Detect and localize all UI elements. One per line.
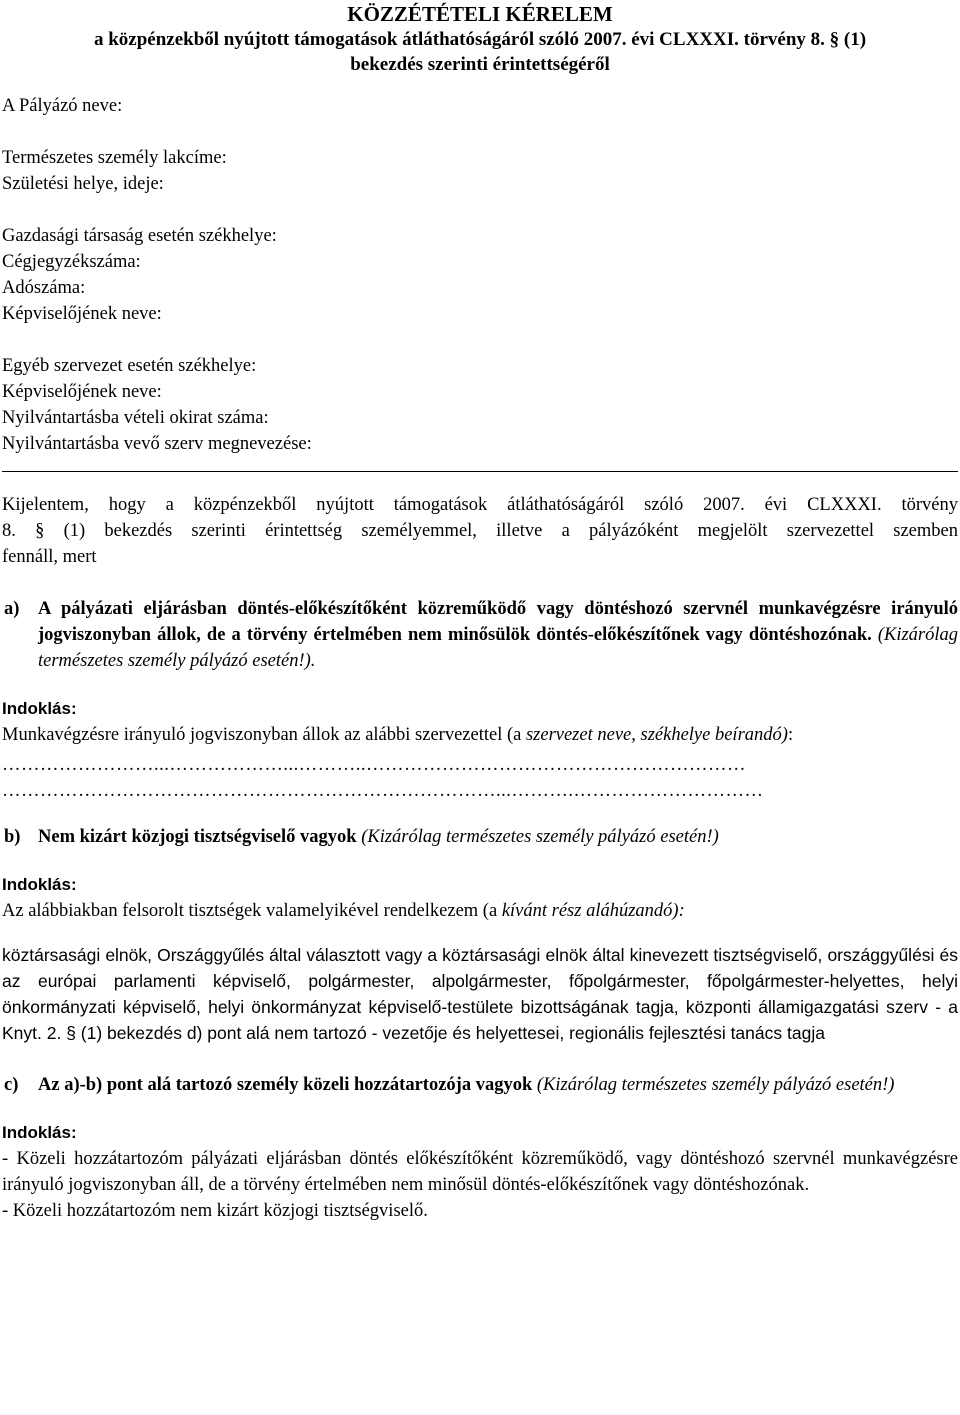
- field-company-reg-no: Cégjegyzékszáma:: [2, 252, 141, 272]
- section-c-indoklas: Indoklás:: [2, 1123, 77, 1142]
- declaration-line1: Kijelentem, hogy a közpénzekből nyújtott támogatások átláthatóságáról szóló 2007. évi CLXXXI. törvény: [2, 495, 958, 515]
- section-b-intro: [2, 898, 958, 924]
- field-tax-no: Adószáma:: [2, 278, 86, 298]
- section-a: [2, 596, 958, 674]
- section-a-reason-end: :: [787, 725, 794, 745]
- section-a-reason-text: Munkavégzésre irányuló jogviszonyban állok az alábbi szervezettel (a: [2, 725, 526, 745]
- declaration: [2, 492, 958, 570]
- document-subtitle-line2: bekezdés szerinti érintettségéről: [350, 54, 610, 75]
- document-page: [2, 2, 958, 1224]
- field-birth-place-date: Születési helye, ideje:: [2, 174, 164, 194]
- section-a-reason: [2, 722, 958, 748]
- section-a-bold: A pályázati eljárásban döntés-előkészítőként közreműködő vagy döntéshozó szervnél munkavégzésre irányuló jogviszonyban állok, de a törvény értelmében nem minősülök döntés-előkészítőnek vagy döntéshozónak.: [38, 599, 958, 645]
- section-b-text: [38, 824, 958, 850]
- section-b-label: b): [4, 827, 21, 847]
- section-divider: [2, 471, 958, 472]
- section-b-office-list[interactable]: köztársasági elnök, Országgyűlés által választott vagy a köztársasági elnök által kinevezett tisztségviselő, országgyűlési és az európai parlamenti képviselő, polgármester, alpolgármester, főpolgármester, főpolgármester-helyettes, helyi önkormányzati képviselő, helyi önkormányzat képviselő-testülete bizottságának tagja, központi államigazgatási szerv - a Knyt. 2. § (1) bekezdés d) pont alá nem tartozó - vezetője és helyettesei, regionális fejlesztési tanács tagja: [2, 945, 958, 1043]
- section-b-indoklas: Indoklás:: [2, 875, 77, 894]
- section-a-indoklas: Indoklás:: [2, 699, 77, 718]
- section-b-italic: (Kizárólag természetes személy pályázó esetén!): [356, 827, 719, 847]
- section-c-italic: (Kizárólag természetes személy pályázó esetén!): [532, 1075, 895, 1095]
- section-c: [2, 1072, 958, 1098]
- section-b-bold: Nem kizárt közjogi tisztségviselő vagyok: [38, 827, 357, 847]
- section-c-label: c): [4, 1075, 19, 1095]
- field-company-seat: Gazdasági társaság esetén székhelye:: [2, 226, 277, 246]
- field-person-address: Természetes személy lakcíme:: [2, 148, 227, 168]
- declaration-line3: fennáll, mert: [2, 547, 97, 567]
- section-b: [2, 824, 958, 850]
- section-a-dotted-line2[interactable]: ……………………………………………………………………...……….…………………………: [2, 781, 764, 801]
- document-title: KÖZZÉTÉTELI KÉRELEM: [347, 2, 613, 26]
- field-company-rep: Képviselőjének neve:: [2, 304, 162, 324]
- section-a-italic: (Kizárólag természetes személy pályázó esetén!).: [38, 625, 958, 671]
- section-a-dotted-line1[interactable]: ……………………...………………...………..……………………………………………………: [2, 755, 746, 775]
- field-registry-body: Nyilvántartásba vevő szerv megnevezése:: [2, 434, 312, 454]
- section-c-text: [38, 1072, 958, 1098]
- document-subtitle-line1: a közpénzekből nyújtott támogatások átláthatóságáról szóló 2007. évi CLXXXI. törvény 8. § (1): [93, 29, 867, 50]
- section-a-reason-italic: szervezet neve, székhelye beírandó): [525, 725, 788, 745]
- applicant-fields: [2, 93, 958, 457]
- section-a-text: [38, 596, 958, 674]
- section-b-intro-text: Az alábbiakban felsorolt tisztségek valamelyikével rendelkezem (a: [2, 901, 502, 921]
- field-org-seat: Egyéb szervezet esetén székhelye:: [2, 356, 257, 376]
- field-registry-doc-no: Nyilvántartásba vételi okirat száma:: [2, 408, 269, 428]
- section-c-bold: Az a)-b) pont alá tartozó személy közeli hozzátartozója vagyok: [38, 1075, 533, 1095]
- section-c-reason2: - Közeli hozzátartozóm nem kizárt közjogi tisztségviselő.: [2, 1201, 428, 1221]
- declaration-line2: 8. § (1) bekezdés szerinti érintettség személyemmel, illetve a pályázóként megjelölt szervezettel szemben: [2, 521, 958, 541]
- section-b-intro-italic: kívánt rész aláhúzandó):: [501, 901, 685, 921]
- document-title-block: [2, 2, 958, 77]
- section-a-label: a): [4, 599, 20, 619]
- section-c-reason1: - Közeli hozzátartozóm pályázati eljárásban döntés előkészítőként közreműködő, vagy döntéshozó szervnél munkavégzésre irányuló jogviszonyban áll, de a törvény értelmében nem minősül döntés-előkészítőnek vagy döntéshozónak.: [2, 1149, 958, 1195]
- field-applicant-name: A Pályázó neve:: [2, 96, 123, 116]
- field-org-rep: Képviselőjének neve:: [2, 382, 162, 402]
